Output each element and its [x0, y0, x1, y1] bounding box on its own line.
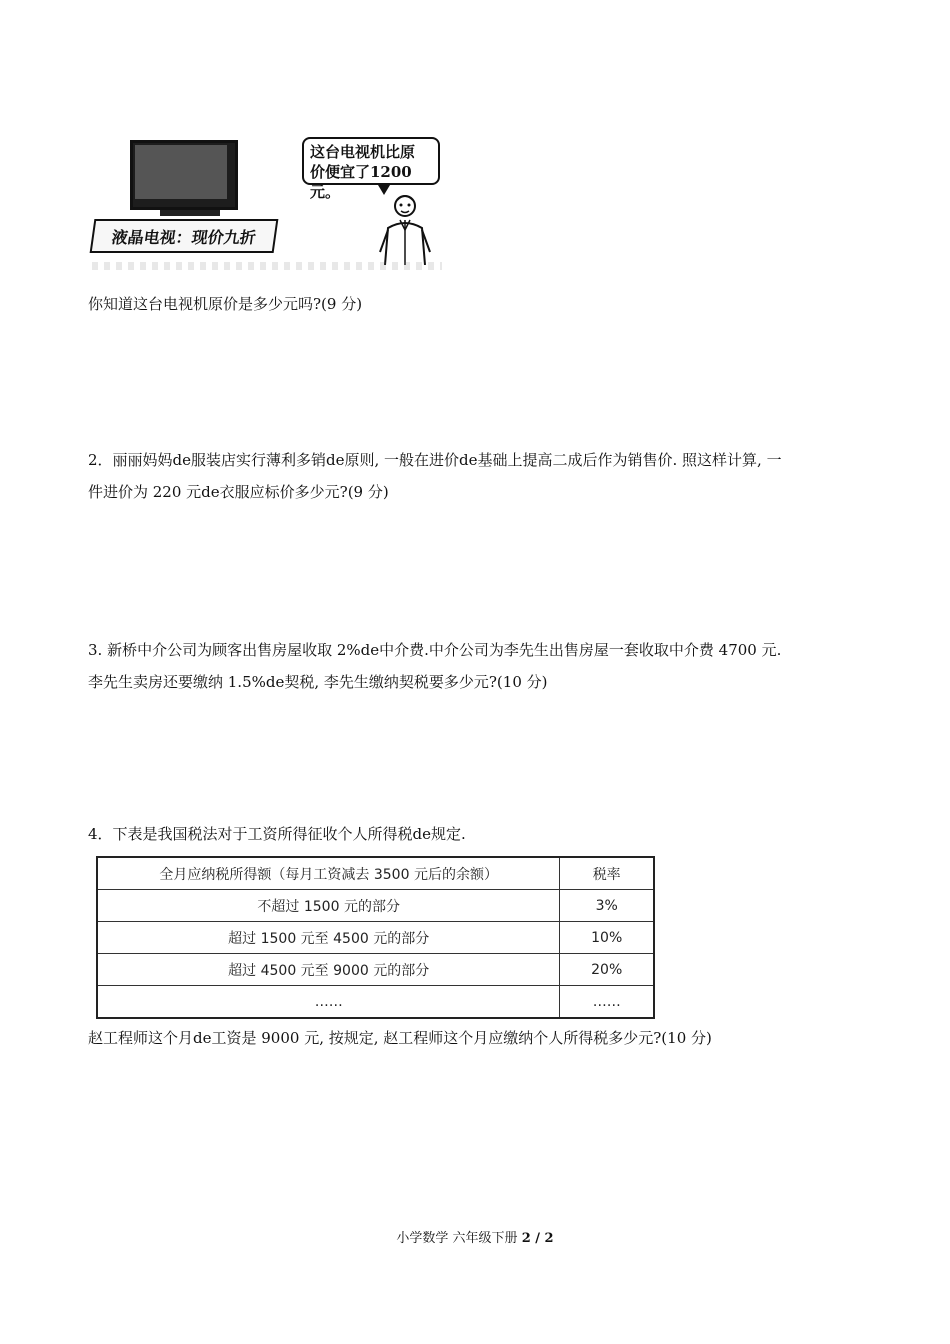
- page-footer: [0, 1227, 950, 1246]
- question-3: [88, 634, 858, 698]
- tv-stand: [160, 210, 220, 216]
- scan-noise: [92, 262, 442, 270]
- question-2-line-1: 2．丽丽妈妈de服装店实行薄利多销de原则, 一般在进价de基础上提高二成后作为销售价. 照这样计算, 一: [88, 451, 782, 469]
- table-row: [97, 954, 654, 986]
- question-4: 赵工程师这个月de工资是 9000 元, 按规定, 赵工程师这个月应缴纳个人所得税多少元?(10 分): [88, 1029, 712, 1047]
- banner-text: 液晶电视：现价九折: [110, 227, 258, 247]
- question-4-intro: 4．下表是我国税法对于工资所得征收个人所得税de规定.: [88, 825, 466, 843]
- table-row: [97, 922, 654, 954]
- salesman-illustration: [370, 190, 440, 265]
- bubble-line-1: 这台电视机比原: [310, 143, 416, 161]
- price-banner: [90, 219, 279, 253]
- table-header-row: [97, 857, 654, 890]
- table-row: [97, 890, 654, 922]
- question-3-line-2: 李先生卖房还要缴纳 1.5%de契税, 李先生缴纳契税要多少元?(10 分): [88, 673, 548, 691]
- table-cell-rate: 10%: [560, 922, 654, 954]
- tv-screen: [135, 145, 227, 199]
- table-row: [97, 986, 654, 1019]
- speech-bubble: [302, 137, 440, 201]
- table-cell-income: 不超过 1500 元的部分: [97, 890, 560, 922]
- table-cell-rate: ……: [560, 986, 654, 1019]
- question-1: 你知道这台电视机原价是多少元吗?(9 分): [88, 295, 363, 313]
- table-cell-rate: 3%: [560, 890, 654, 922]
- table-cell-income: 超过 4500 元至 9000 元的部分: [97, 954, 560, 986]
- page-number: 2 / 2: [521, 1231, 554, 1246]
- question-2: [88, 444, 858, 508]
- bubble-line-2: 价便宜了1200元。: [310, 163, 412, 201]
- question-3-line-1: 3. 新桥中介公司为顾客出售房屋收取 2%de中介费.中介公司为李先生出售房屋一套收取中介费 4700 元.: [88, 641, 782, 659]
- table-header-income: 全月应纳税所得额（每月工资减去 3500 元后的余额）: [97, 857, 560, 890]
- table-cell-rate: 20%: [560, 954, 654, 986]
- question-2-line-2: 件进价为 220 元de衣服应标价多少元?(9 分): [88, 483, 389, 501]
- tax-rate-table: [96, 856, 655, 1019]
- table-cell-income: ……: [97, 986, 560, 1019]
- table-header-rate: 税率: [560, 857, 654, 890]
- footer-text: 小学数学 六年级下册: [396, 1231, 522, 1246]
- table-cell-income: 超过 1500 元至 4500 元的部分: [97, 922, 560, 954]
